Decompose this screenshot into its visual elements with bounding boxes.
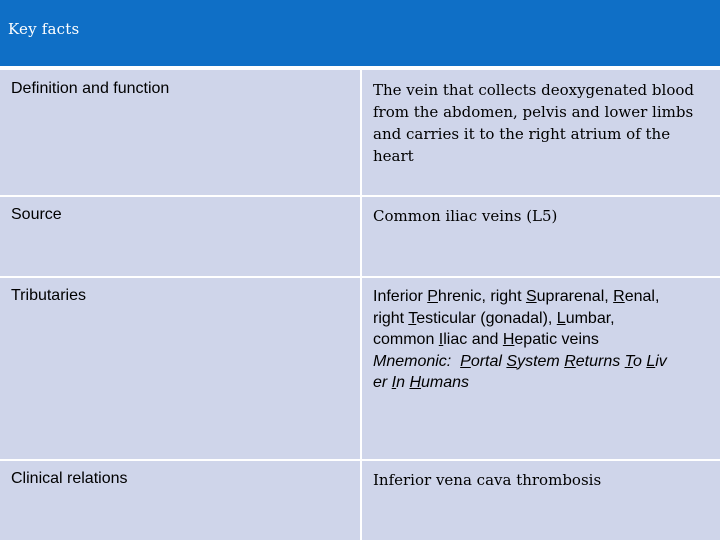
mnemonic-letter: I (438, 331, 444, 348)
source-label: Source (11, 206, 62, 223)
tributaries-line-2 (373, 308, 710, 330)
text-fragment: epatic veins (514, 331, 599, 348)
text-fragment: right (373, 309, 409, 327)
mnemonic-letter: L (646, 352, 656, 370)
tributaries-line-4 (373, 351, 710, 373)
text-fragment: ortal (470, 352, 507, 370)
mnemonic-letter: S (506, 352, 518, 370)
mnemonic-letter: S (525, 288, 537, 305)
mnemonic-letter: T (408, 309, 417, 327)
text-fragment: ystem (517, 352, 565, 370)
clinical-relations-value: Inferior vena cava thrombosis (360, 461, 720, 540)
text-fragment: uprarenal, (536, 288, 614, 305)
definition-line: The vein that collects deoxygenated blood (373, 81, 694, 99)
definition-line: and carries it to the right atrium of the (373, 125, 671, 143)
mnemonic-letter: I (391, 374, 397, 391)
definition-line: heart (373, 147, 414, 165)
text-fragment: n (396, 374, 410, 391)
text-fragment: umans (421, 374, 470, 391)
mnemonic-letter: R (613, 288, 625, 305)
table-row-tributaries (0, 278, 720, 459)
tributaries-label: Tributaries (11, 287, 86, 304)
tributaries-line-3 (373, 329, 710, 351)
table-row-definition (0, 70, 720, 195)
tributaries-value (360, 278, 720, 459)
definition-label: Definition and function (11, 80, 170, 97)
mnemonic-letter: H (502, 331, 515, 348)
table-row-clinical-relations (0, 461, 720, 540)
text-fragment (451, 353, 460, 370)
text-fragment: enal, (624, 288, 660, 305)
table-row-source (0, 197, 720, 276)
text-fragment: o (632, 352, 647, 370)
text-fragment: umbar, (565, 309, 615, 327)
mnemonic-letter: L (556, 309, 566, 327)
clinical-relations-label: Clinical relations (11, 470, 128, 487)
text-fragment: er (373, 374, 392, 391)
text-fragment: liac and (443, 331, 503, 348)
source-value: Common iliac veins (L5) (360, 197, 720, 276)
tributaries-line-1 (373, 286, 710, 308)
mnemonic-letter: P (460, 352, 471, 370)
text-fragment: eturns (575, 352, 625, 370)
definition-value (360, 70, 720, 195)
mnemonic-letter: H (409, 374, 422, 391)
text-fragment: Inferior (373, 288, 428, 305)
mnemonic-letter: P (427, 288, 438, 305)
text-fragment: hrenic, right (437, 288, 526, 305)
definition-line: from the abdomen, pelvis and lower limbs (373, 103, 694, 121)
text-fragment: iv (655, 352, 667, 370)
text-fragment: common (373, 331, 439, 348)
tributaries-line-5 (373, 372, 710, 394)
text-fragment: esticular (gonadal), (416, 309, 557, 327)
table-title: Key facts (8, 20, 80, 38)
mnemonic-letter: R (564, 352, 576, 370)
mnemonic-letter: T (624, 352, 633, 370)
mnemonic-label: Mnemonic: (373, 352, 452, 370)
table-header (0, 0, 720, 68)
